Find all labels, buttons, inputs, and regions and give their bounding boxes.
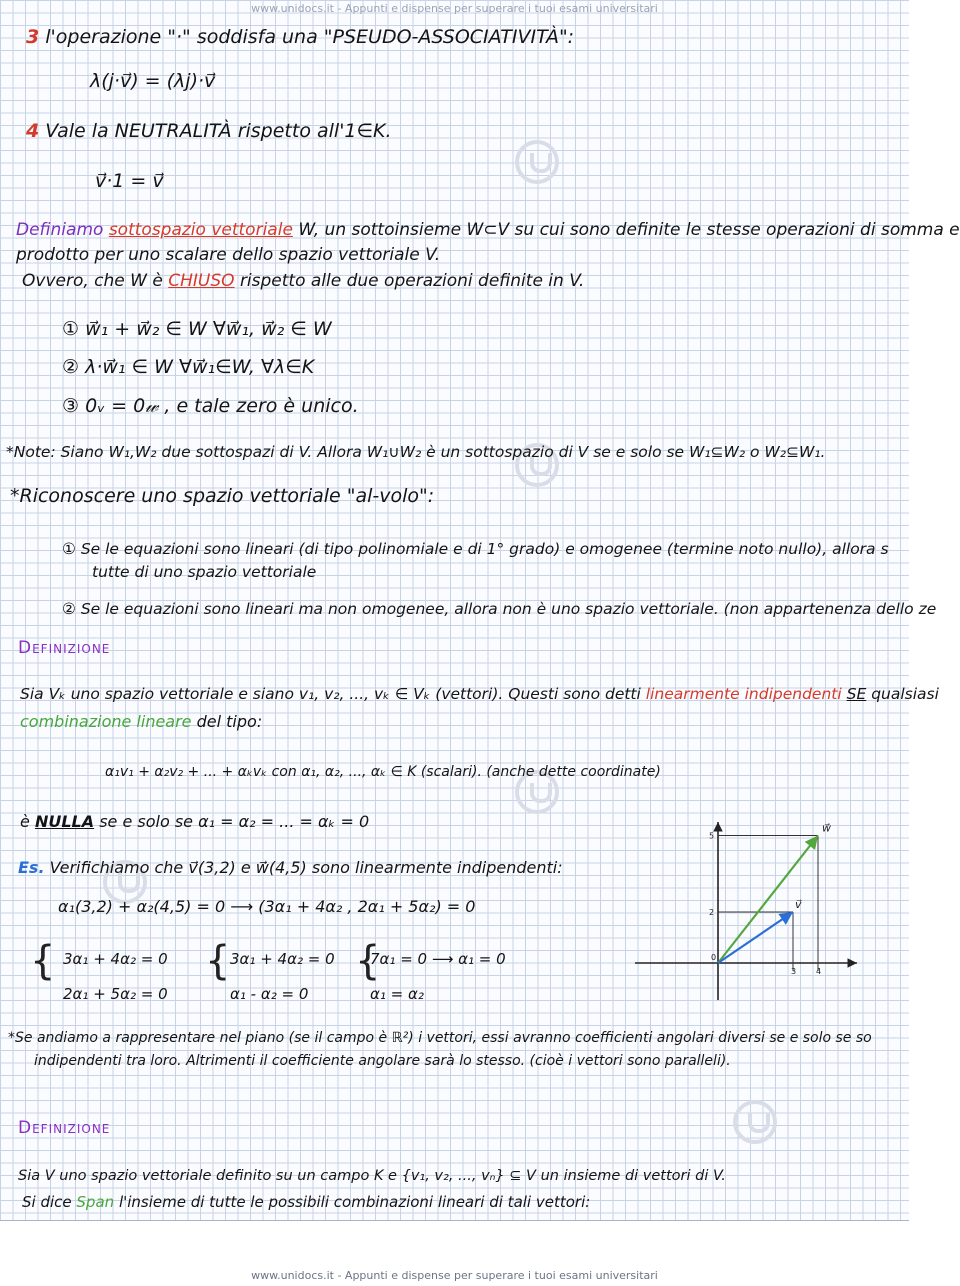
text-line — [20, 685, 939, 703]
equation: 7α₁ = 0 ⟶ α₁ = 0 — [370, 950, 506, 968]
equation: 2α₁ + 5α₂ = 0 — [63, 985, 168, 1003]
vector-w — [718, 836, 818, 964]
text-line: tutte di uno spazio vettoriale — [92, 563, 317, 581]
text-line — [26, 26, 574, 48]
definition-line — [16, 220, 960, 240]
y-tick-label: 2 — [709, 908, 715, 917]
vector-v-label: v⃗ — [795, 898, 802, 911]
watermark-top: www.unidocs.it - Appunti e dispense per superare i tuoi esami universitari — [251, 2, 658, 15]
example-line — [18, 858, 563, 877]
text-span: l'insieme di tutte le possibili combinazioni lineari di tali vettori: — [118, 1193, 591, 1211]
text-line: Sia V uno spazio vettoriale definito su un campo K e {v₁, v₂, ..., vₙ} ⊆ V un insieme di vettori di V. — [18, 1168, 726, 1184]
text-span: Si dice — [22, 1193, 72, 1211]
watermark-bottom: www.unidocs.it - Appunti e dispense per superare i tuoi esami universitari — [251, 1269, 658, 1282]
equation: 3α₁ + 4α₂ = 0 — [63, 950, 168, 968]
brace-icon: { — [30, 938, 56, 984]
equation: 3α₁ + 4α₂ = 0 — [230, 950, 335, 968]
note-line: *Se andiamo a rappresentare nel piano (se il campo è ℝ²) i vettori, essi avranno coefficienti angolari diversi se e solo se so — [8, 1030, 872, 1046]
formula-line: λ(j·v⃗) = (λj)·v⃗ — [90, 70, 216, 92]
list-item: ③ 0ᵥ = 0𝓌 , e tale zero è unico. — [62, 395, 359, 417]
text-line: indipendenti tra loro. Altrimenti il coefficiente angolare sarà lo stesso. (cioè i vettori sono paralleli). — [34, 1053, 731, 1069]
text-line — [26, 120, 392, 142]
origin-label: 0 — [711, 953, 717, 962]
formula-line: α₁(3,2) + α₂(4,5) = 0 ⟶ (3α₁ + 4α₂ , 2α₁ + 5α₂) = 0 — [58, 897, 476, 916]
y-tick-label: 5 — [709, 831, 715, 841]
term-highlight: sottospazio vettoriale — [108, 220, 293, 240]
formula-line: v⃗·1 = v⃗ — [95, 170, 164, 192]
brace-icon: { — [355, 938, 381, 984]
equation: α₁ = α₂ — [370, 985, 424, 1003]
text-span: è — [20, 812, 30, 831]
list-item: ② Se le equazioni sono lineari ma non omogenee, allora non è uno spazio vettoriale. (non appartenenza dello ze — [62, 600, 937, 618]
text-span: Verifichiamo che v⃗(3,2) e w⃗(4,5) sono linearmente indipendenti: — [49, 858, 563, 877]
equation: α₁ - α₂ = 0 — [230, 985, 309, 1003]
keyword: Definiamo — [16, 220, 104, 240]
term-highlight: Span — [76, 1193, 115, 1211]
text-span: rispetto alle due operazioni definite in V. — [239, 271, 585, 291]
text-span: W, un sottoinsieme W⊂V su cui sono definite le stesse operazioni di somma e — [298, 220, 960, 240]
item-number: 3 — [26, 26, 40, 48]
text-span: l'operazione "·" soddisfa una "PSEUDO-ASSOCIATIVITÀ": — [45, 26, 575, 48]
text-span: Sia Vₖ uno spazio vettoriale e siano v₁, v₂, ..., vₖ ∈ Vₖ (vettori). Questi sono detti — [20, 685, 641, 703]
example-label: Es. — [18, 858, 45, 877]
text-span: SE — [846, 685, 867, 703]
section-heading: Definizione — [18, 1118, 111, 1138]
text-span: qualsiasi — [871, 685, 939, 703]
text-line — [20, 712, 262, 731]
text-line — [22, 1193, 590, 1211]
text-span: Vale la NEUTRALITÀ rispetto all'1∈K. — [45, 120, 392, 142]
vector-w-label: w⃗ — [822, 821, 831, 835]
text-span: se e solo se α₁ = α₂ = ... = αₖ = 0 — [99, 812, 370, 831]
term-highlight: linearmente indipendenti — [645, 685, 842, 703]
list-item: ② λ·w⃗₁ ∈ W ∀w⃗₁∈W, ∀λ∈K — [62, 356, 315, 378]
term-highlight: CHIUSO — [168, 271, 235, 291]
text-line — [20, 812, 369, 831]
brace-icon: { — [205, 938, 231, 984]
formula-line: α₁v₁ + α₂v₂ + ... + αₖvₖ con α₁, α₂, ..., αₖ ∈ K (scalari). (anche dette coordinate) — [105, 764, 661, 780]
section-heading: Definizione — [18, 638, 111, 658]
text-line — [22, 271, 584, 291]
watermark-logo-icon — [733, 1100, 777, 1144]
vector-v — [718, 912, 793, 963]
x-tick-label: 3 — [791, 967, 797, 976]
vector-diagram — [625, 820, 865, 1005]
note-line: *Note: Siano W₁,W₂ due sottospazi di V. Allora W₁∪W₂ è un sottospazio di V se e solo se W₁⊆W₂ o W₂⊆W₁. — [6, 443, 826, 461]
text-span: del tipo: — [196, 712, 263, 731]
watermark-logo-icon — [515, 140, 559, 184]
text-line: *Riconoscere uno spazio vettoriale "al-volo": — [10, 485, 435, 507]
list-item: ① w⃗₁ + w⃗₂ ∈ W ∀w⃗₁, w⃗₂ ∈ W — [62, 318, 332, 340]
term-highlight: NULLA — [34, 812, 95, 831]
x-tick-label: 4 — [816, 967, 822, 976]
term-highlight: combinazione lineare — [20, 712, 192, 731]
text-span: Ovvero, che W è — [22, 271, 163, 291]
text-line: prodotto per uno scalare dello spazio vettoriale V. — [16, 245, 441, 265]
list-item: ① Se le equazioni sono lineari (di tipo polinomiale e di 1° grado) e omogenee (termine noto nullo), allora s — [62, 540, 889, 558]
item-number: 4 — [26, 120, 40, 142]
